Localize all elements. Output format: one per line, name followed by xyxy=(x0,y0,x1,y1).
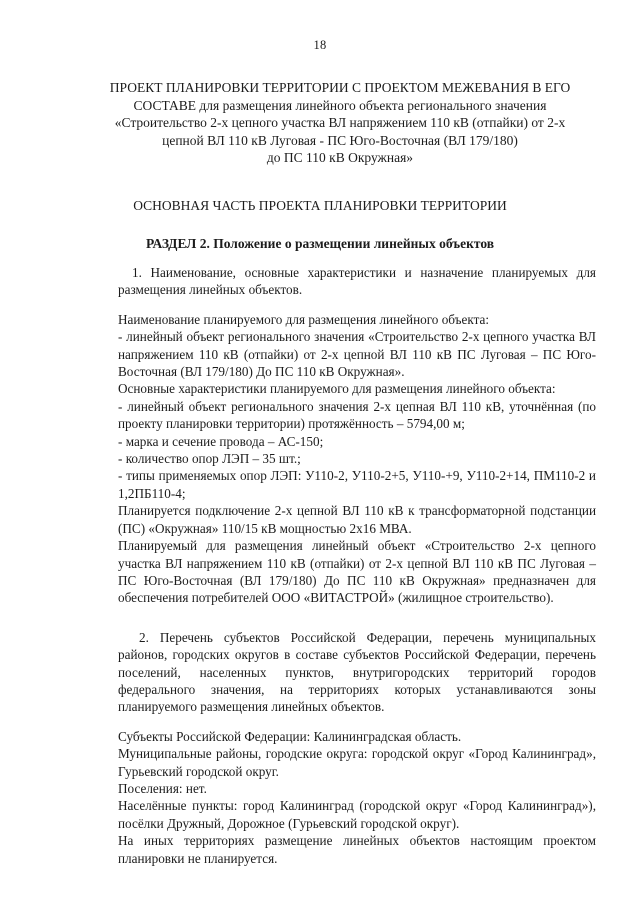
purpose-paragraph: Планируемый для размещения линейный объект «Строительство 2-х цепного участка ВЛ напряжением 110 кВ (отпайки) от 2-х цепной ВЛ 110 кВ ПС Луговая – ПС Юго-Восточная (ВЛ 179/180) До ПС 110 кВ Окружная» предназначен для обеспечения потребителей ООО «ВИТАСТРОЙ» (жилищное строительство). xyxy=(118,538,596,606)
object-name: - линейный объект регионального значения «Строительство 2-х цепного участка ВЛ напряжением 110 кВ (отпайки) от 2-х цепной ВЛ 110 кВ ПС Луговая – ПС Юго-Восточная (ВЛ 179/180) До ПС 110 кВ Окружная». xyxy=(118,329,596,380)
characteristic-length: - линейный объект регионального значения 2-х цепная ВЛ 110 кВ, уточнённая (по проекту планировки территории) протяжённость – 5794,00 м; xyxy=(118,398,596,432)
title-line: «Строительство 2-х цепного участка ВЛ напряжением 110 кВ (отпайки) от 2-х xyxy=(114,115,566,130)
chapter-title: РАЗДЕЛ 2. Положение о размещении линейных объектов xyxy=(145,236,495,251)
other-territories-paragraph: На иных территориях размещение линейных объектов настоящим проектом планировки не планируется. xyxy=(118,833,596,866)
item-2-heading: 2. Перечень субъектов Российской Федерации, перечень муниципальных районов, городских округов в составе субъектов Российской Федерации, перечень поселений, населенных пунктов, внутригородских территорий городов федерального значения, на территориях которых устанавливаются зоны планируемого размещения линейных объектов. xyxy=(118,629,596,715)
document-body xyxy=(118,264,596,867)
characteristic-support-types: - типы применяемых опор ЛЭП: У110-2, У110-2+5, У110-+9, У110-2+14, ПМ110-2 и 1,2ПБ110-4; xyxy=(118,468,596,501)
item-1-heading: 1. Наименование, основные характеристики и назначение планируемых для размещения линейных объектов. xyxy=(118,265,596,298)
title-line: СОСТАВЕ для размещения линейного объекта регионального значения xyxy=(133,97,547,113)
settlements-paragraph: Поселения: нет. xyxy=(118,780,207,796)
connection-paragraph: Планируется подключение 2-х цепной ВЛ 110 кВ к трансформаторной подстанции (ПС) «Окружная» 110/15 кВ мощностью 2х16 МВА. xyxy=(118,503,596,536)
document-title xyxy=(95,79,585,167)
page-number: 18 xyxy=(313,38,327,52)
characteristic-wire: - марка и сечение провода – АС-150; xyxy=(118,433,324,449)
localities-paragraph: Населённые пункты: город Калининград (городской округ «Город Калининград»), посёлки Дружный, Дорожное (Гурьевский городской округ). xyxy=(118,798,596,831)
title-line: цепной ВЛ 110 кВ Луговая - ПС Юго-Восточная (ВЛ 179/180) xyxy=(162,132,518,148)
title-line: до ПС 110 кВ Окружная» xyxy=(266,150,414,165)
title-line: ПРОЕКТ ПЛАНИРОВКИ ТЕРРИТОРИИ С ПРОЕКТОМ МЕЖЕВАНИЯ В ЕГО xyxy=(109,80,571,95)
section-title: ОСНОВНАЯ ЧАСТЬ ПРОЕКТА ПЛАНИРОВКИ ТЕРРИТОРИИ xyxy=(133,198,507,213)
subjects-paragraph: Субъекты Российской Федерации: Калининградская область. xyxy=(118,728,462,744)
object-name-label: Наименование планируемого для размещения линейного объекта: xyxy=(118,311,490,327)
municipal-paragraph: Муниципальные районы, городские округа: городской округ «Город Калининград», Гурьевский городской округ. xyxy=(118,746,596,779)
characteristics-label: Основные характеристики планируемого для размещения линейного объекта: xyxy=(118,381,556,397)
characteristic-supports: - количество опор ЛЭП – 35 шт.; xyxy=(118,451,301,467)
